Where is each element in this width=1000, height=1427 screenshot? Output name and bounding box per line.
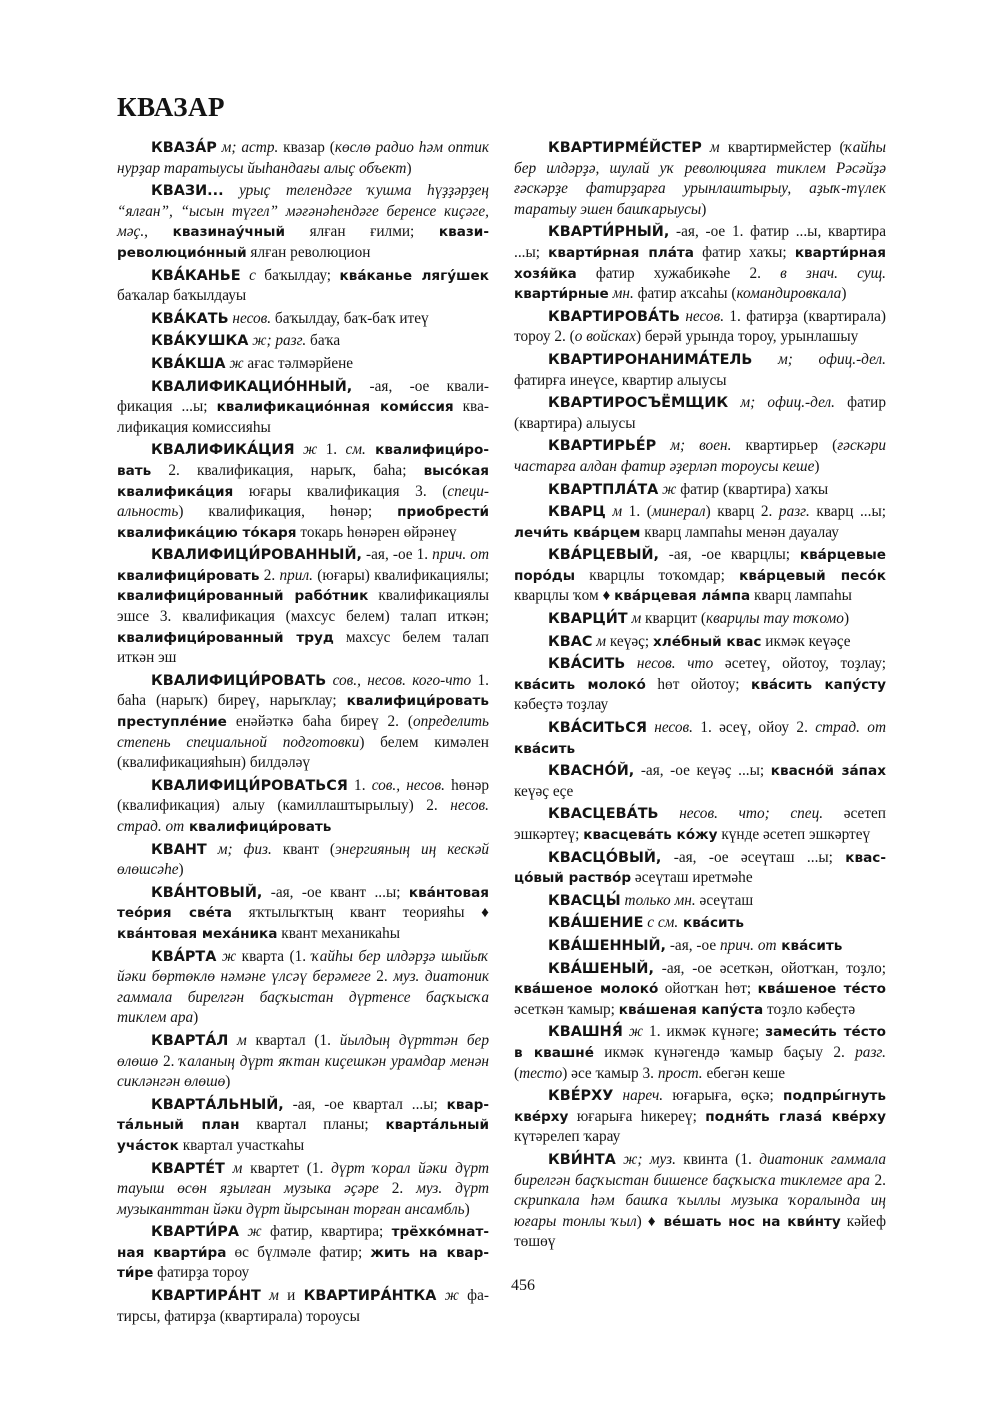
grammar-note: йылдың дүрттән бер өлөшө [117, 1031, 489, 1070]
headword: КВАСЦЫ́ [548, 892, 621, 909]
dictionary-entry [514, 609, 886, 630]
translation-text: -ая, -ое квант ...ы; [262, 883, 409, 901]
translation-text: ағас тәлмәрйене [243, 354, 354, 372]
translation-text: 1. әсеү, ойоу 2. [692, 719, 816, 737]
headword: КВАЛИФИКА́ЦИЯ [151, 442, 295, 459]
grammar-note: муз. дүрт музыканттан йәки дүрт йырсынан торған ансамбль [117, 1180, 489, 1218]
translation-text: махсус белем талап иткән эш [117, 628, 489, 667]
translation-text: квартирмейстер ( [719, 139, 845, 156]
translation-text: әсеткән ҡамыр; [514, 1000, 619, 1018]
translation-text: кварцлы ҡом ♦ [514, 587, 615, 605]
headword: КВЕ́РХУ [548, 1088, 614, 1105]
headword: КВА́ШЕНИЕ [548, 915, 644, 932]
translation-text: фатирҙа тороу [153, 1264, 250, 1282]
translation-text: ) квалификация, һөнәр; [178, 503, 398, 521]
grammar-note: прост. [657, 1064, 703, 1082]
translation-text: квартал (1. [246, 1031, 340, 1049]
translation-text: -ая, -ое әсеүташ ...ы; [661, 848, 846, 866]
grammar-note: только мн. [620, 891, 696, 909]
grammar-note: ғәскәри частарға алдан фатир әҙерләп тороусы кеше [514, 437, 886, 475]
dictionary-entry [117, 354, 489, 375]
dictionary-entry [117, 671, 489, 774]
grammar-note: ж; разг. [248, 332, 307, 350]
dictionary-entry [117, 883, 489, 945]
translation-text: квазар ( [278, 139, 335, 156]
headword: КВА́РТА [151, 948, 217, 965]
translation-text: кварц лампаһы [750, 587, 852, 605]
translation-text: баҡалар баҡылдауы [117, 287, 247, 305]
translation-text: -ая, -ое квартал ...ы; [283, 1095, 447, 1113]
grammar-note: несов. [679, 307, 725, 325]
grammar-note: урыҫ телендәге ҡушма һүҙҙәрҙең “ялған”, “ысын түгел” мәғәнәһендәге беренсе киҫәге, мәҫ. [117, 182, 489, 241]
translation-text: күнде әсетеп эшкәртеү [717, 826, 871, 843]
translation-text: квартал участкаһы [178, 1136, 305, 1154]
dictionary-entry [117, 947, 489, 1029]
dictionary-entry [514, 502, 886, 543]
example-phrase: квалифици́ровать [117, 567, 260, 584]
translation-text: (юғары) квалификациялы; [312, 566, 490, 584]
translation-text: фатир хужабикәһе 2. [576, 264, 781, 282]
headword: КВАРТИРОВА́ТЬ [548, 308, 680, 325]
headword: КВА́СИТЬСЯ [548, 720, 647, 737]
translation-text: -ая, -ое 1. [361, 546, 433, 564]
dictionary-entry [514, 632, 886, 653]
dictionary-entry [514, 761, 886, 802]
grammar-note: м; офиц.-дел. [752, 350, 886, 368]
example-phrase: ква́шеное молоко́ [514, 981, 659, 998]
example-phrase: высо́кая квалифика́ция [117, 462, 489, 500]
translation-text: -ая, -ое 1. фатир ...ы, квартира ...ы; [514, 223, 886, 261]
headword: КВАЛИФИЦИ́РОВАННЫЙ, [151, 547, 362, 564]
translation-text: 2. [370, 968, 394, 986]
headword: КВА́КАНЬЕ [151, 267, 241, 284]
translation-text: кварцлы тоҡомдар; [575, 566, 740, 584]
example-phrase: квалификацио́нная коми́ссия [216, 399, 454, 416]
translation-text: һөт ойотоу; [645, 675, 752, 693]
translation-text: өс бүлмәле фатир; [226, 1243, 371, 1261]
translation-text: -ая, -ое әсеткән, ойотҡан, тоҙло; [653, 959, 886, 977]
translation-text: ) [464, 1200, 470, 1218]
left-column [117, 138, 489, 1329]
grammar-note: ж [436, 1287, 459, 1305]
translation-text: әсеүташ иретмәһе [631, 869, 753, 887]
translation-text: әсеүташ [695, 891, 754, 909]
example-phrase: ква́шеное те́сто [757, 981, 886, 998]
grammar-note: с см. [643, 914, 679, 932]
dictionary-entry [514, 959, 886, 1021]
headword: КВАЗА́Р [151, 140, 217, 156]
example-phrase: ква́шеная капу́ста [618, 1001, 764, 1018]
translation-text: ) белем кимәлен (квалификацияһын) билдәләү [117, 733, 489, 772]
example-phrase: трёхко́мнатная кварти́ра [117, 1224, 489, 1261]
dictionary-entry [117, 1095, 489, 1157]
grammar-note: кварцлы тау тоҡомо [705, 610, 844, 628]
headword: КВАРТИ́РНЫЙ, [548, 224, 670, 241]
translation-text: баҡа [306, 332, 341, 350]
dictionary-entry [117, 776, 489, 838]
example-phrase: ква́рцевая ла́мпа [614, 588, 751, 605]
translation-text: ) [701, 200, 707, 218]
example-phrase: замеси́ть те́сто в квашне́ [514, 1024, 886, 1061]
translation-text: кәйеф төшөү [514, 1212, 886, 1251]
grammar-note: көслө радио һәм оптик нурҙар таратыусы йыһандағы алыҫ объект [117, 139, 489, 177]
translation-text: квалификация комиссияһы [117, 398, 489, 436]
grammar-note: ж [225, 354, 244, 372]
dictionary-entry [514, 848, 886, 889]
example-phrase: квалифици́ровать преступле́ние [117, 693, 489, 731]
example-phrase: квасцева́ть ко́жу [583, 827, 718, 843]
dictionary-entry [514, 654, 886, 716]
grammar-note: с [240, 266, 256, 284]
translation-text: квинта (1. [675, 1150, 760, 1168]
translation-text: -ая, -ое [666, 936, 720, 954]
grammar-note: ж [216, 947, 237, 965]
example-phrase: квалифици́ровать [184, 819, 332, 835]
translation-text: 1. икмәк күнәге; [643, 1023, 766, 1041]
grammar-note: м [701, 139, 720, 156]
grammar-note: энергияның иң кескәй өлөшсәһе [117, 840, 490, 879]
headword: КВАЛИФИЦИ́РОВАТЬСЯ [151, 777, 348, 794]
translation-text: ) [841, 285, 847, 303]
dictionary-entry [117, 377, 489, 439]
grammar-note: м [228, 1031, 247, 1049]
grammar-note: муз. диатоник гаммала бирелгән баҫҡыстан дүртенсе баҫҡысҡа тиклем ара [117, 968, 489, 1027]
translation-text: ) [193, 1009, 199, 1027]
translation-text: ялған ғилми; [285, 223, 439, 241]
example-phrase: подня́ть глаза́ кве́рху [705, 1108, 886, 1125]
grammar-note: м [592, 632, 607, 650]
headword: КВА́РЦЕВЫЙ, [548, 547, 659, 564]
grammar-note: о войсках [574, 328, 636, 346]
dictionary-entry [514, 1022, 886, 1084]
headword: КВАСНО́Й, [548, 763, 635, 780]
example-phrase: квасно́й за́пах [770, 763, 886, 780]
translation-text: кварцит ( [641, 610, 706, 628]
dictionary-entry [117, 266, 489, 307]
grammar-note: м [627, 610, 642, 628]
example-phrase: ква́нтовая меха́ника [117, 925, 278, 942]
headword: КВА́ШЕННЫЙ, [548, 937, 666, 954]
grammar-note: прич. от [432, 546, 489, 564]
translation-text: юғары квалификация 3. ( [233, 482, 448, 500]
translation-text: баҡылдау, баҡ-баҡ итеү [271, 309, 429, 327]
translation-text: фатирға инеүсе, квартир алыусы [514, 371, 727, 389]
example-phrase: кварти́рные [514, 286, 609, 303]
translation-text: тоҙло кәбеҫтә [763, 1000, 856, 1018]
translation-text: 2. [869, 1171, 886, 1189]
translation-text: ) берәй урында тороу, урынлашыу [635, 328, 859, 346]
grammar-note: командировкала [736, 285, 842, 303]
translation-text: ойотҡан һөт; [658, 980, 758, 998]
example-phrase: квасцо́вый раство́р [514, 849, 886, 887]
example-phrase: кварта́льный уча́сток [117, 1117, 489, 1154]
example-phrase: ква́нтовая тео́рия све́та [117, 884, 489, 922]
example-phrase: квалифици́рованный рабо́тник [117, 588, 369, 605]
headword: КВАШНЯ́ [548, 1024, 623, 1041]
dictionary-entry [514, 393, 886, 434]
example-phrase: лечи́ть ква́рцем [514, 524, 641, 541]
headword: КВАСЦЕВА́ТЬ [548, 806, 659, 823]
translation-text: әсетеү, ойотоу, тоҙлау; [713, 655, 887, 673]
dictionary-entry [514, 307, 886, 348]
page-number: 456 [511, 1277, 535, 1294]
dictionary-entry [117, 181, 489, 263]
translation-text: -ая, -ое кеүәҫ ...ы; [634, 762, 771, 780]
headword: КВАРТИРА́НТ [151, 1288, 261, 1305]
dictionary-entry [514, 1086, 886, 1148]
grammar-note: несов. страд. от [117, 797, 489, 835]
dictionary-entry [117, 545, 489, 669]
headword: КВАЗИ... [151, 183, 224, 200]
translation-text: ) [843, 610, 850, 628]
example-phrase: ква́сить [514, 740, 576, 757]
headword: КВАЛИФИКАЦИО́ННЫЙ, [151, 378, 353, 395]
dictionary-entry [514, 545, 886, 607]
example-phrase: ква́рцевые поро́ды [514, 547, 886, 584]
headword: КВАРТА́Л [151, 1032, 229, 1049]
translation-text: 1. ( [622, 503, 652, 521]
headword: КВА́КУШКА [151, 333, 249, 350]
translation-text: 1. баһа (нарыҡ) биреү, нарыҡлау; [117, 671, 489, 710]
grammar-note: ж [658, 480, 677, 498]
dictionary-entry [514, 936, 886, 957]
example-phrase: ве́шать нос на кви́нту [663, 1213, 841, 1230]
grammar-note: разг. [778, 503, 810, 521]
headword: КВАЛИФИЦИ́РОВАТЬ [151, 672, 327, 689]
example-phrase: ква́сить [776, 937, 843, 954]
dictionary-entry [514, 913, 886, 934]
translation-text: кеүәҫ еҫе [514, 782, 574, 800]
grammar-note: скрипкала һәм башҡа ҡыллы музыка ҡоралында иң юғары тонлы ҡыл [514, 1192, 886, 1230]
headword: КВА́СИТЬ [548, 656, 626, 673]
grammar-note: ж; муз. [615, 1150, 676, 1168]
grammar-note: мн. [608, 285, 634, 303]
translation-text: квалификациялы эшсе 3. квалификация (махсус белем) талап иткән; [117, 587, 489, 626]
translation-text: юғарыға һикереү; [568, 1107, 706, 1125]
translation-text: ) ♦ [636, 1212, 664, 1230]
grammar-note: минерал [651, 503, 706, 521]
translation-text: ялған революцион [246, 243, 371, 261]
example-phrase: квазинау́чный [172, 224, 285, 241]
grammar-note: м [260, 1287, 279, 1305]
example-phrase: ква́рцевый песо́к [739, 567, 886, 584]
dictionary-entry [117, 440, 489, 543]
headword: КВАРТИ́РА [151, 1224, 239, 1241]
example-phrase: квазиреволюцио́нный [117, 224, 489, 261]
dictionary-entry [117, 1222, 489, 1284]
right-column [514, 138, 886, 1255]
dictionary-entry [117, 138, 489, 179]
example-phrase: кварта́льный план [117, 1096, 489, 1134]
example-phrase: ква́канье лягу́шек [339, 267, 489, 284]
translation-text: -ая, -ое квалификация ...ы; [117, 377, 489, 416]
translation-text: 2. [259, 566, 280, 584]
translation-text: токарь һөнәрен өйрәнеү [296, 523, 457, 541]
translation-text: фатир хаҡы; [693, 243, 795, 261]
translation-text: квант механикаһы [277, 924, 400, 942]
headword: КВАРТИРЬЕ́Р [548, 438, 657, 455]
translation-text: квартет (1. [242, 1159, 332, 1177]
headword: КВА́НТОВЫЙ, [151, 884, 263, 901]
example-phrase: кварти́рная пла́та [548, 244, 694, 261]
headword: КВАРТПЛА́ТА [548, 481, 659, 498]
grammar-note: специальность [117, 482, 489, 521]
translation-text: кеүәҫ; [606, 632, 653, 650]
translation-text: яҡтылыҡтың квант теорияһы ♦ [231, 904, 489, 922]
example-phrase: квалифици́ровать [117, 442, 490, 479]
example-phrase: ква́сить капу́сту [751, 676, 887, 693]
translation-text: фатирсы, фатирҙа (квартирала) тороусы [117, 1287, 489, 1325]
translation-text: 2. квалификация, нарыҡ, баһа; [151, 461, 424, 479]
translation-text: фатир (квартира) алыусы [514, 394, 886, 432]
grammar-note: м; физ. [206, 840, 272, 858]
headword: КВА́КША [151, 355, 226, 372]
grammar-note: дүрт ҡорал йәки дүрт тауыш өсөн яҙылған музыка әҫәре [117, 1159, 489, 1198]
dictionary-entry [117, 331, 489, 352]
running-header: КВАЗАР [117, 92, 225, 122]
grammar-note: ж [294, 441, 318, 459]
example-phrase: приобрести́ квалифика́цию то́каря [117, 504, 489, 541]
translation-text: ( [514, 1064, 520, 1082]
translation-text: кварта (1. [236, 947, 312, 965]
translation-text: ) [814, 457, 820, 475]
grammar-note: сов., несов. кого-что [326, 671, 472, 689]
translation-text: 1. фатирҙа (квартирала) тороу 2. ( [514, 307, 886, 346]
translation-text: фатир, квартира; [261, 1223, 392, 1241]
dictionary-entry [117, 309, 489, 330]
dictionary-entry [514, 1150, 886, 1253]
headword: КВАРТИРМЕ́ЙСТЕР [548, 140, 702, 156]
example-phrase: квалифици́рованный труд [117, 629, 334, 646]
grammar-note: ж [622, 1023, 644, 1041]
translation-text: кварц лампаһы менән дауалау [640, 523, 839, 541]
example-phrase: подпры́гнуть кве́рху [514, 1088, 887, 1125]
dictionary-entry [514, 804, 886, 845]
grammar-note: несов. что [625, 655, 714, 673]
translation-text: квартал планы; [239, 1116, 386, 1134]
grammar-note: м [605, 503, 623, 521]
grammar-note: в знач. сущ. [780, 264, 886, 282]
translation-text: енәйәткә баһа биреү 2. ( [226, 713, 413, 731]
translation-text: ) [225, 1073, 231, 1091]
translation-text: кәбеҫтә тоҙлау [514, 696, 609, 714]
translation-text: фатир аҡсаһы ( [633, 285, 737, 303]
grammar-note: м [224, 1159, 243, 1177]
headword: КВАРТИРОСЪЁМЩИК [548, 395, 729, 412]
grammar-note: диатоник гаммала бирелгән баҫҡыстан бишенсе баҫҡысҡа тиклемге ара [514, 1150, 886, 1189]
example-phrase: кварти́рная хозя́йка [514, 244, 886, 282]
grammar-note: сов., несов. [371, 776, 445, 794]
translation-text: икмәк күнәгендә ҡамыр баҫыу 2. [593, 1043, 856, 1061]
translation-text: юғарыға, өҫкә; [663, 1087, 784, 1105]
dictionary-entry [117, 840, 489, 881]
translation-text: ) [406, 159, 412, 177]
example-phrase: жить на кварти́ре [117, 1244, 489, 1282]
grammar-note: страд. от [815, 719, 886, 737]
grammar-note: несов. [228, 309, 272, 327]
dictionary-entry [514, 718, 886, 759]
example-phrase: ква́сить молоко́ [514, 676, 646, 693]
dictionary-entry [514, 480, 886, 501]
dictionary-entry [514, 350, 886, 391]
headword: КВАСЦО́ВЫЙ, [548, 849, 662, 866]
translation-text: квант ( [271, 840, 336, 858]
grammar-note: разг. [855, 1043, 886, 1061]
translation-text: , [144, 223, 173, 241]
headword: КВАС [548, 633, 593, 650]
translation-text: 1. [317, 441, 346, 459]
translation-text: 2. [158, 1052, 180, 1070]
translation-text: һөнәр (квалификация) алыу (камиллаштырылыу) 2. [117, 776, 490, 815]
dictionary-entry [514, 891, 886, 912]
translation-text: фатир (квартира) хаҡы [676, 480, 829, 498]
translation-text: ) кварц 2. [705, 503, 779, 521]
grammar-note: м; астр. [216, 139, 279, 156]
grammar-note: ҡайһы бер илдәрҙә шыйыҡ йәки бөртөклө нәмәне үлсәү берәмеге [117, 947, 489, 986]
grammar-note: м; офиц.-дел. [728, 394, 835, 412]
grammar-note: прил. [279, 566, 313, 584]
dictionary-entry [117, 1031, 489, 1093]
translation-text: ) [178, 861, 184, 879]
translation-text: ебегән кеше [702, 1064, 786, 1082]
translation-text: квартирьер ( [731, 437, 838, 455]
grammar-note: определить степень специальной подготовки [117, 713, 489, 751]
headword: КВАРТЕ́Т [151, 1160, 225, 1177]
grammar-note: несов. [646, 719, 693, 737]
translation-text: икмәк кеүәҫе [761, 632, 851, 650]
translation-text: кварц ...ы; [809, 503, 886, 521]
example-phrase: хле́бный квас [653, 633, 762, 650]
headword: КВАРТА́ЛЬНЫЙ, [151, 1096, 284, 1113]
translation-text: 2. [378, 1180, 417, 1198]
grammar-note: см. [345, 441, 366, 459]
headword: КВАНТ [151, 841, 207, 858]
headword: КВИ́НТА [548, 1151, 616, 1168]
translation-text: 1. [347, 776, 372, 794]
translation-text: ) әсе ҡамыр 3. [562, 1064, 658, 1082]
translation-text: и [278, 1287, 304, 1305]
headword: КВА́ШЕНЫЙ, [548, 960, 654, 977]
dictionary-entry [117, 1159, 489, 1221]
dictionary-entry [514, 138, 886, 220]
dictionary-entry [514, 436, 886, 477]
headword: КВАРЦИ́Т [548, 611, 628, 628]
headword: КВАРТИРА́НТКА [303, 1288, 437, 1305]
grammar-note: ҡайһы бер илдәрҙә, шулай уҡ революцияға тиклем Рәсәйҙә ғәскәрҙе фатирҙарға урынлаштырыу, аҙыҡ-түлек таратыу эшен башҡарыусы [514, 139, 886, 218]
translation-text: күтәрелеп ҡарау [514, 1128, 621, 1146]
example-phrase: ква́сить [678, 915, 745, 932]
translation-text: әсетеп эшкәртеү; [514, 805, 886, 843]
grammar-note: тесто [519, 1064, 563, 1082]
headword: КВАРТИРОНАНИМА́ТЕЛЬ [548, 351, 753, 368]
translation-text: -ая, -ое кварцлы; [659, 546, 800, 564]
headword: КВА́КАТЬ [151, 310, 229, 327]
grammar-note: ж [238, 1223, 262, 1241]
grammar-note: ҡаланың дүрт яҡтан киҫешкән урамдар менән сикләнгән өлөшө [117, 1052, 489, 1091]
headword: КВАРЦ [548, 504, 606, 521]
grammar-note: м; воен. [656, 437, 732, 455]
grammar-note: прич. от [719, 936, 777, 954]
grammar-note: несов. что; спец. [658, 805, 824, 823]
dictionary-entry [514, 222, 886, 304]
grammar-note: нареч. [613, 1087, 664, 1105]
translation-text: баҡылдау; [255, 266, 340, 284]
